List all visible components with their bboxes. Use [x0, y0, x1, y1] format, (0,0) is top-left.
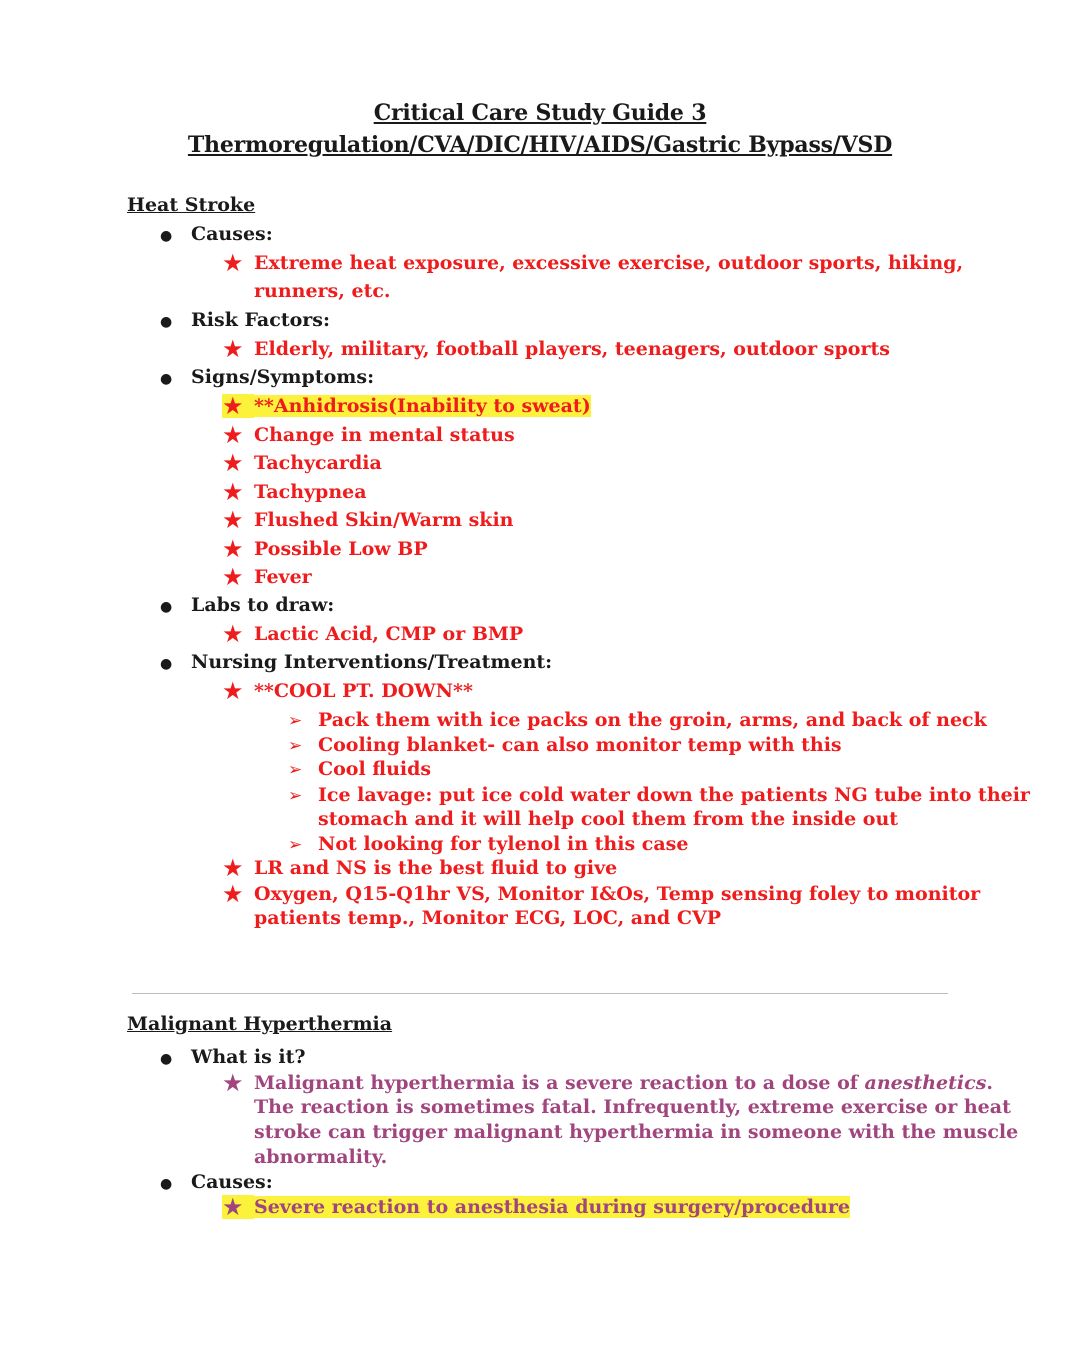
star-icon: ★ [222, 249, 244, 277]
sign-item: Possible Low BP [254, 538, 428, 560]
star-icon: ★ [222, 620, 244, 648]
bullet-dot-icon: ● [160, 371, 173, 387]
star-icon: ★ [222, 421, 244, 449]
section-divider [132, 993, 948, 994]
bullet-dot-icon: ● [160, 228, 173, 244]
sign-item: Fever [254, 566, 312, 588]
arrow-bullet-icon: ➢ [288, 736, 303, 756]
risk-factors-label: Risk Factors: [191, 309, 330, 331]
star-icon: ★ [222, 1069, 244, 1097]
cool-down-text: **COOL PT. DOWN** [254, 680, 473, 702]
oxygen-text-cont: patients temp., Monitor ECG, LOC, and CVP [254, 907, 721, 929]
lr-ns-text: LR and NS is the best fluid to give [254, 857, 618, 879]
mh-causes-label: Causes: [191, 1171, 273, 1193]
what-is-it-text-cont: stroke can trigger malignant hyperthermia in someone with the muscle [254, 1121, 1019, 1143]
cool-item: Cool fluids [318, 758, 432, 780]
star-icon: ★ [222, 1195, 254, 1219]
star-icon: ★ [222, 394, 254, 418]
what-is-it-text-cont: The reaction is sometimes fatal. Infrequently, extreme exercise or heat [254, 1096, 1011, 1118]
arrow-bullet-icon: ➢ [288, 711, 303, 731]
bullet-dot-icon: ● [160, 599, 173, 615]
star-icon: ★ [222, 506, 244, 534]
star-icon: ★ [222, 449, 244, 477]
star-icon: ★ [222, 880, 244, 908]
bullet-dot-icon: ● [160, 1176, 173, 1192]
heat-stroke-heading: Heat Stroke [127, 194, 256, 216]
sign-item: Change in mental status [254, 424, 515, 446]
arrow-bullet-icon: ➢ [288, 835, 303, 855]
document-subtitle: Thermoregulation/CVA/DIC/HIV/AIDS/Gastric Bypass/VSD [187, 132, 893, 158]
causes-text-cont: runners, etc. [254, 280, 391, 302]
star-icon: ★ [222, 563, 244, 591]
nursing-label: Nursing Interventions/Treatment: [191, 651, 553, 673]
sign-item: **Anhidrosis(Inability to sweat) [254, 395, 591, 417]
cool-item: Pack them with ice packs on the groin, arms, and back of neck [318, 709, 987, 731]
causes-text: Extreme heat exposure, excessive exercise, outdoor sports, hiking, [254, 252, 964, 274]
risk-factors-text: Elderly, military, football players, teenagers, outdoor sports [254, 338, 890, 360]
star-icon: ★ [222, 677, 244, 705]
star-icon: ★ [222, 854, 244, 882]
arrow-bullet-icon: ➢ [288, 786, 303, 806]
cool-item: Not looking for tylenol in this case [318, 833, 689, 855]
star-icon: ★ [222, 535, 244, 563]
bullet-dot-icon: ● [160, 1051, 173, 1067]
what-is-it-text-cont: abnormality. [254, 1146, 388, 1168]
labs-text: Lactic Acid, CMP or BMP [254, 623, 524, 645]
mh-causes-text: Severe reaction to anesthesia during surgery/procedure [254, 1196, 850, 1218]
oxygen-text: Oxygen, Q15-Q1hr VS, Monitor I&Os, Temp sensing foley to monitor [254, 883, 981, 905]
cool-item: Cooling blanket- can also monitor temp with this [318, 734, 842, 756]
document-title: Critical Care Study Guide 3 [373, 100, 707, 126]
what-is-it-label: What is it? [191, 1046, 306, 1068]
bullet-dot-icon: ● [160, 314, 173, 330]
sign-item: Tachycardia [254, 452, 382, 474]
labs-label: Labs to draw: [191, 594, 335, 616]
signs-label: Signs/Symptoms: [191, 366, 375, 388]
sign-item: Flushed Skin/Warm skin [254, 509, 514, 531]
causes-label: Causes: [191, 223, 273, 245]
sign-item: Tachypnea [254, 481, 367, 503]
arrow-bullet-icon: ➢ [288, 760, 303, 780]
star-icon: ★ [222, 335, 244, 363]
cool-item-cont: stomach and it will help cool them from the inside out [318, 808, 899, 830]
cool-item: Ice lavage: put ice cold water down the patients NG tube into their [318, 784, 1030, 806]
malignant-hyperthermia-heading: Malignant Hyperthermia [127, 1013, 393, 1035]
star-icon: ★ [222, 478, 244, 506]
bullet-dot-icon: ● [160, 656, 173, 672]
what-is-it-text: Malignant hyperthermia is a severe reaction to a dose of anesthetics. [254, 1072, 994, 1094]
